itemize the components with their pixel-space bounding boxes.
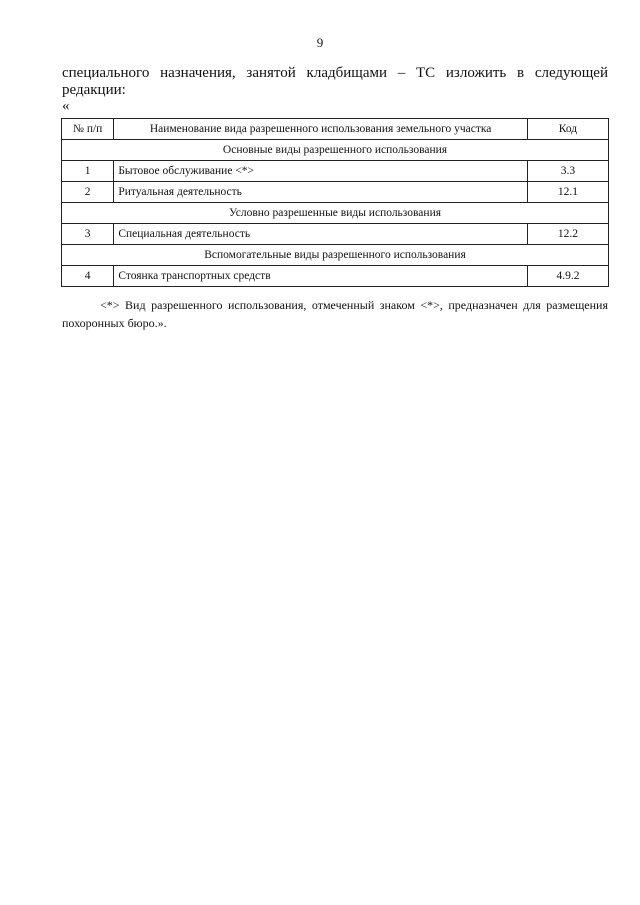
table-row — [62, 182, 609, 203]
header-number: № п/п — [62, 119, 114, 140]
section-title-auxiliary: Вспомогательные виды разрешенного использования — [62, 245, 609, 266]
table-row — [62, 161, 609, 182]
row-number: 3 — [62, 224, 114, 245]
row-number: 2 — [62, 182, 114, 203]
row-code: 12.1 — [527, 182, 608, 203]
header-name: Наименование вида разрешенного использования земельного участка — [114, 119, 528, 140]
section-title-row — [62, 140, 609, 161]
table-row — [62, 224, 609, 245]
footnote-text: <*> Вид разрешенного использования, отмеченный знаком <*>, предназначен для размещения похоронных бюро.». — [62, 298, 608, 330]
row-name: Ритуальная деятельность — [114, 182, 528, 203]
land-use-table — [61, 118, 609, 287]
footnote — [62, 296, 608, 332]
intro-paragraph: специального назначения, занятой кладбищами – ТС изложить в следующей редакции: — [62, 65, 608, 98]
header-code: Код — [527, 119, 608, 140]
row-code: 3.3 — [527, 161, 608, 182]
row-name: Специальная деятельность — [114, 224, 528, 245]
row-number: 1 — [62, 161, 114, 182]
row-code: 4.9.2 — [527, 266, 608, 287]
section-title-row — [62, 245, 609, 266]
table-row — [62, 266, 609, 287]
row-name: Бытовое обслуживание <*> — [114, 161, 528, 182]
row-number: 4 — [62, 266, 114, 287]
row-code: 12.2 — [527, 224, 608, 245]
row-name: Стоянка транспортных средств — [114, 266, 528, 287]
page-number: 9 — [316, 35, 324, 50]
section-title-conditional: Условно разрешенные виды использования — [62, 203, 609, 224]
section-title-main: Основные виды разрешенного использования — [62, 140, 609, 161]
section-title-row — [62, 203, 609, 224]
table-header-row — [62, 119, 609, 140]
opening-quote-mark: « — [62, 98, 70, 114]
